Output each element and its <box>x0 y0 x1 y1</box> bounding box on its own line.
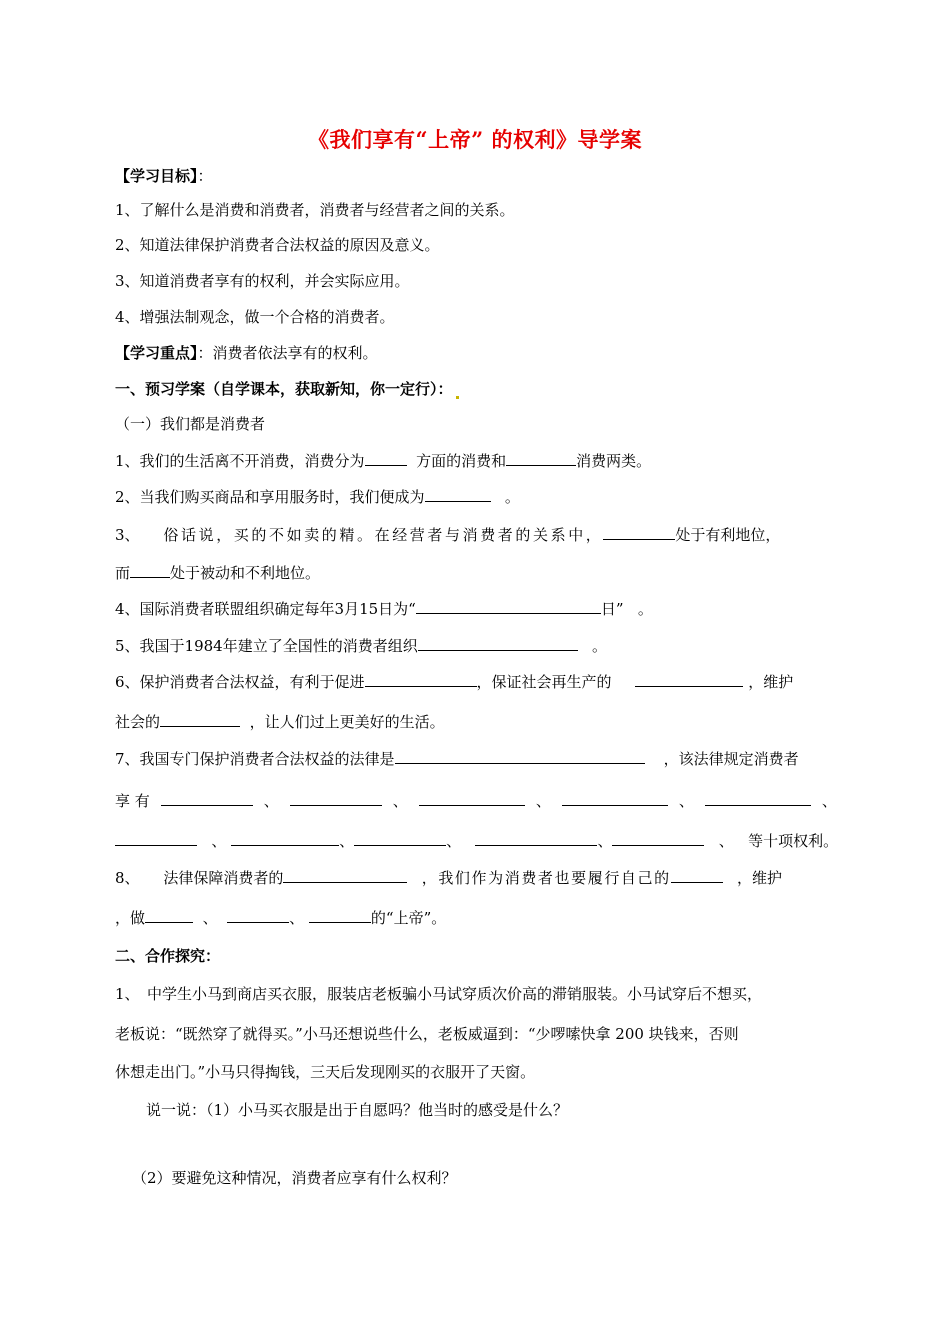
blank[interactable] <box>231 831 339 846</box>
blank[interactable] <box>603 525 675 540</box>
case-text-line: 1、 中学生小马到商店买衣服，服装店老板骗小马试穿质次价高的滞销服装。小马试穿后不想买， <box>115 985 763 1003</box>
blank[interactable] <box>635 672 743 687</box>
blank[interactable] <box>506 451 576 466</box>
blank[interactable] <box>283 868 407 883</box>
blank[interactable] <box>290 791 382 806</box>
blank[interactable] <box>227 908 289 923</box>
question-1: 1、我们的生活离不开消费，消费分为 方面的消费和 消费两类。 <box>115 452 652 470</box>
goal-item: 1、了解什么是消费和消费者，消费者与经营者之间的关系。 <box>115 201 515 219</box>
question-4: 4、国际消费者联盟组织确定每年3月15日为“ 日” 。 <box>115 600 653 618</box>
dot-mark <box>456 396 459 399</box>
blank[interactable] <box>562 791 668 806</box>
blank[interactable] <box>416 599 601 614</box>
page-title: 《我们享有“上帝” 的权利》导学案 <box>308 127 642 152</box>
goals-heading-line <box>115 166 213 186</box>
blank[interactable] <box>354 831 446 846</box>
section2-heading: 二、合作探究： <box>115 947 221 965</box>
blank[interactable] <box>425 487 491 502</box>
question-6-cont: 社会的 ，让人们过上更美好的生活。 <box>115 713 445 731</box>
blank[interactable] <box>145 908 193 923</box>
goal-item: 3、知道消费者享有的权利，并会实际应用。 <box>115 272 410 290</box>
blank[interactable] <box>115 831 197 846</box>
question-8-cont: ，做 、 、 的“上帝”。 <box>115 909 447 927</box>
focus-heading: 【学习重点】 <box>115 344 198 362</box>
question-5: 5、我国于1984年建立了全国性的消费者组织 。 <box>115 637 608 655</box>
blank[interactable] <box>365 451 407 466</box>
blank[interactable] <box>161 791 253 806</box>
case-text-line: 休想走出门。”小马只得掏钱，三天后发现刚买的衣服开了天窗。 <box>115 1063 536 1081</box>
goal-item: 2、知道法律保护消费者合法权益的原因及意义。 <box>115 236 440 254</box>
focus-line <box>115 343 378 363</box>
question-8: 8、 法律保障消费者的 ，我们作为消费者也要履行自己的 ，维护 <box>115 869 783 887</box>
blank[interactable] <box>130 563 170 578</box>
blank[interactable] <box>705 791 811 806</box>
question-7-rights-row-2: 、 、 、 、 、 等十项权利。 <box>115 831 838 851</box>
blank[interactable] <box>671 868 723 883</box>
question-3-cont: 而 处于被动和不利地位。 <box>115 564 321 582</box>
discussion-question-1: 说一说：（1）小马买衣服是出于自愿吗？他当时的感受是什么？ <box>146 1101 569 1119</box>
focus-text: ：消费者依法享有的权利。 <box>197 344 378 362</box>
blank[interactable] <box>160 712 240 727</box>
blank[interactable] <box>612 831 704 846</box>
question-2: 2、当我们购买商品和享用服务时，我们便成为 。 <box>115 488 520 506</box>
blank[interactable] <box>418 636 578 651</box>
blank[interactable] <box>365 672 477 687</box>
blank[interactable] <box>419 791 525 806</box>
blank[interactable] <box>475 831 597 846</box>
blank[interactable] <box>395 749 645 764</box>
question-3: 3、 俗话说，买的不如卖的精。在经营者与消费者的关系中， 处于有利地位， <box>115 526 781 544</box>
section1-heading: 一、预习学案（自学课本，获取新知，你一定行）： <box>115 379 459 399</box>
goals-colon: ： <box>197 167 213 185</box>
question-7-rights-row-1: 享 有 、 、 、 、 、 <box>115 792 837 810</box>
blank[interactable] <box>309 908 371 923</box>
question-6: 6、保护消费者合法权益，有利于促进 ，保证社会再生产的 ，维护 <box>115 673 794 691</box>
discussion-question-2: （2）要避免这种情况，消费者应享有什么权利？ <box>132 1169 457 1187</box>
section1-subheading: （一）我们都是消费者 <box>115 415 266 433</box>
goal-item: 4、增强法制观念，做一个合格的消费者。 <box>115 308 395 326</box>
question-7: 7、我国专门保护消费者合法权益的法律是 ，该法律规定消费者 <box>115 750 799 768</box>
goals-heading: 【学习目标】 <box>115 167 198 185</box>
case-text-line: 老板说：“既然穿了就得买。”小马还想说些什么，老板威逼到：“少啰嗦快拿 200 块钱来，否则 <box>115 1025 739 1043</box>
